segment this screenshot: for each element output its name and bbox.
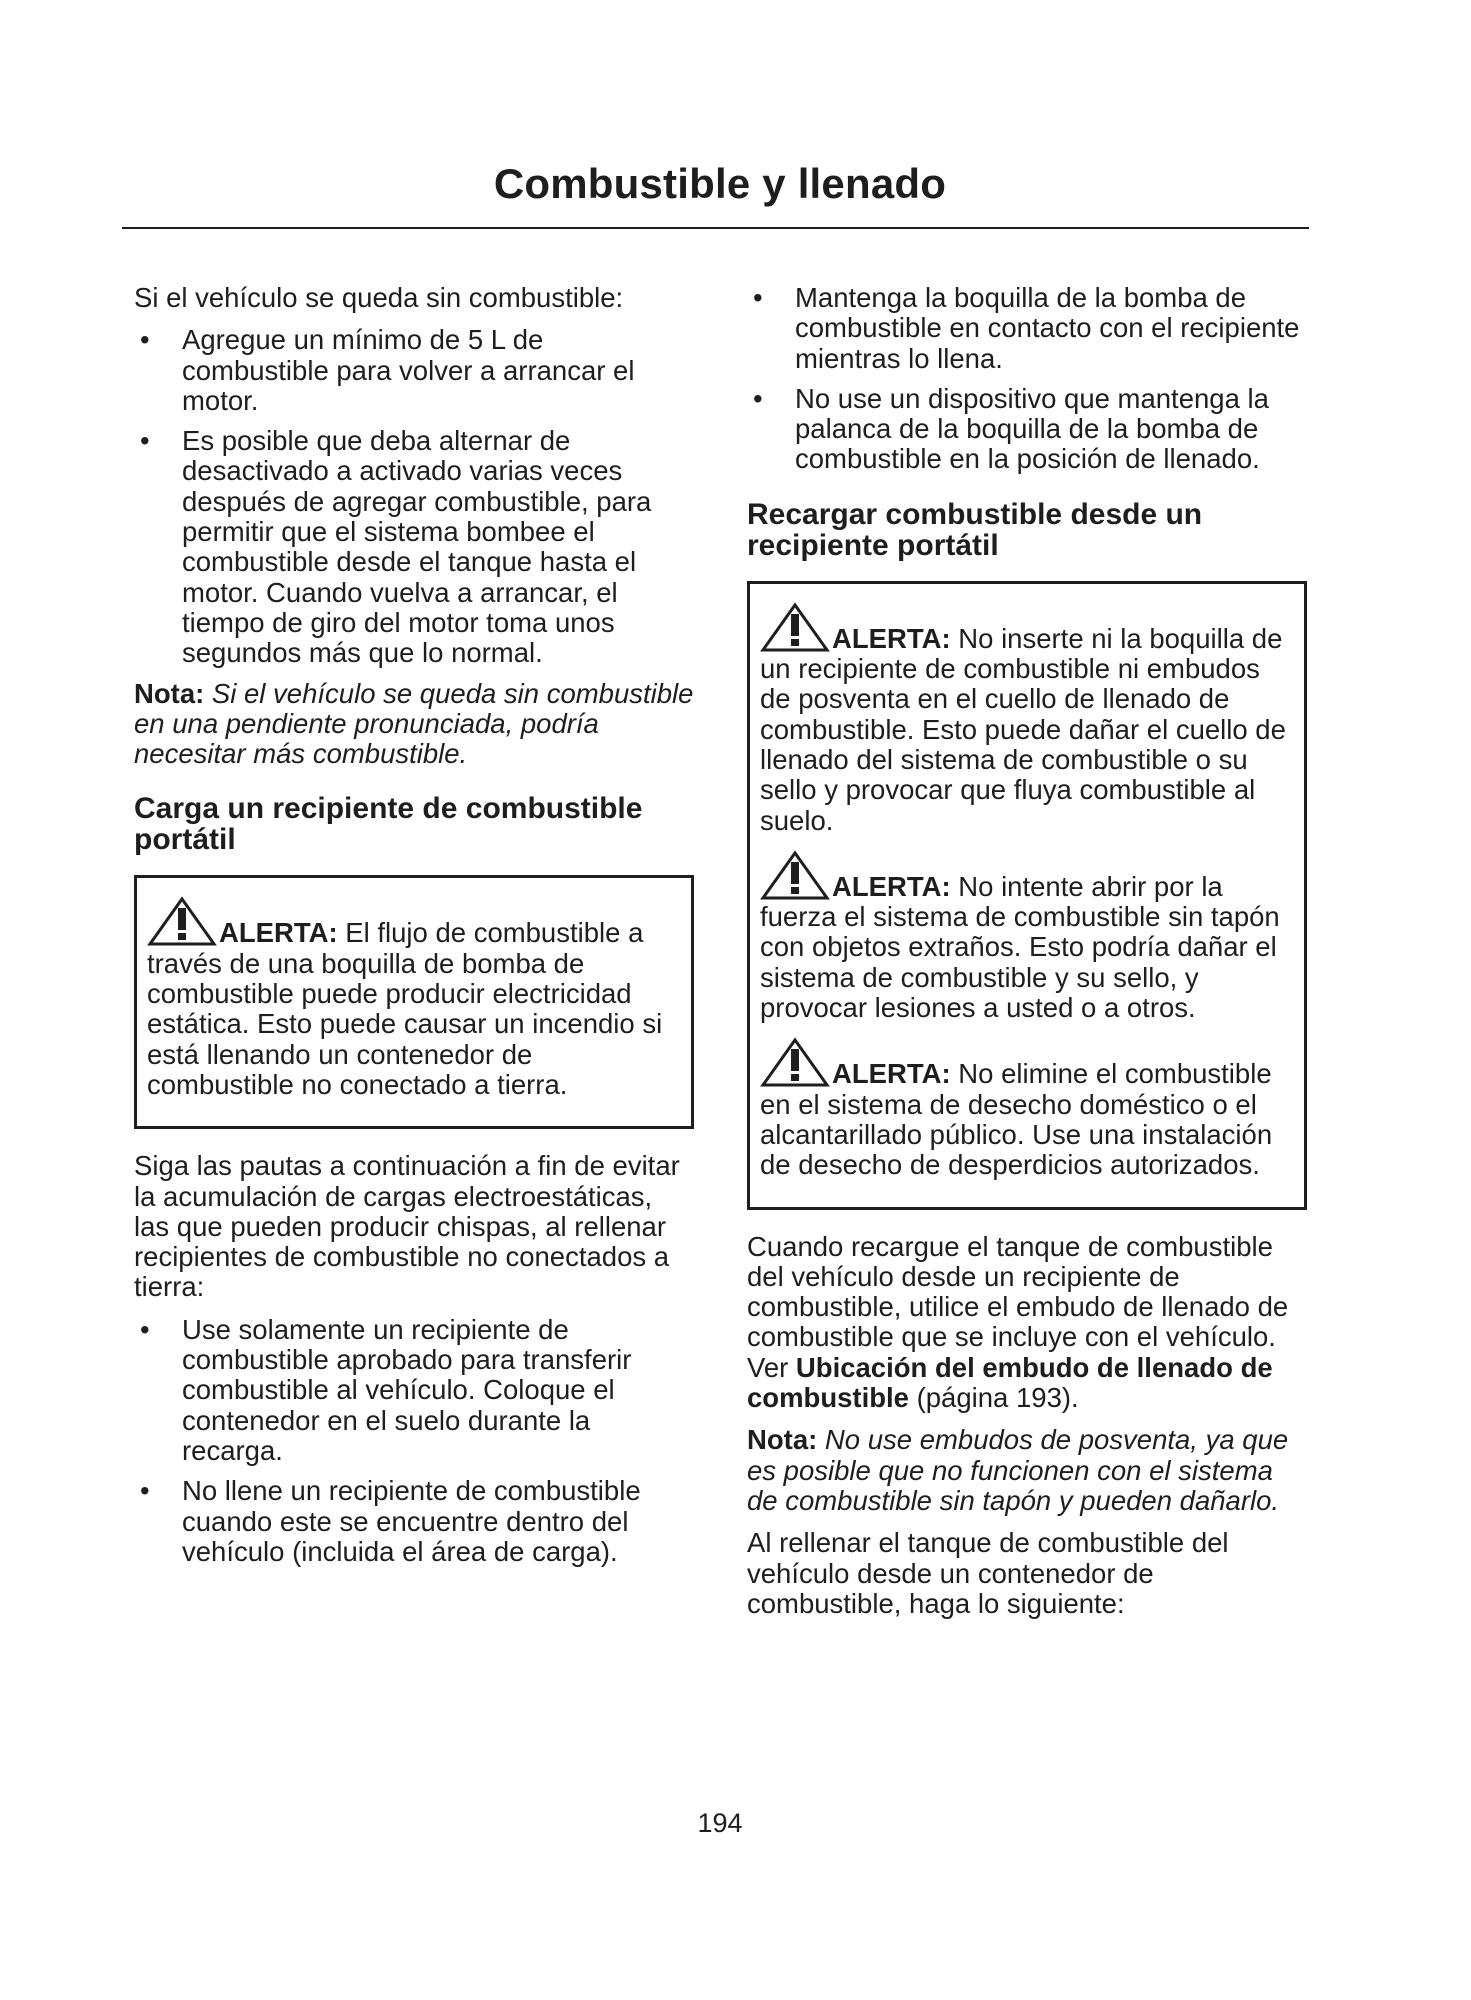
page-title: Combustible y llenado (493, 160, 947, 207)
bullet-icon: • (140, 324, 150, 356)
bullet-icon: • (140, 1475, 150, 1507)
alert-label: ALERTA: (219, 917, 338, 949)
refill-text: Cuando recargue el tanque de combustible del vehículo desde un recipiente de combustible, utilice el embudo de llenado de combustible que se incluye con el vehículo. Ver Ubicación del embudo de llenado de combustible (página 193). (747, 1230, 1289, 1414)
guidelines-text: Siga las pautas a continuación a fin de evitar la acumulación de cargas electroestáticas, las que pueden producir chispas, al rellenar recipientes de combustible no conectados a tierra: (134, 1150, 680, 1303)
list-item: • No llene un recipiente de combustible cuando este se encuentre dentro del vehículo (incluida el área de carga). (140, 1475, 641, 1567)
right-column (747, 283, 1307, 1631)
note-text: No use embudos de posventa, ya que es posible que no funcionen con el sistema de combustible sin tapón y pueden dañarlo. (747, 1424, 1289, 1516)
alert-text: No inserte ni la boquilla de un recipiente de combustible ni embudos de posventa en el cuello de llenado de combustible. Esto puede dañar el cuello de llenado del sistema de combustible o su sello y provocar que fluya combustible al suelo. (760, 622, 1286, 836)
right-note (747, 1425, 1307, 1516)
bullet-icon: • (140, 425, 150, 457)
warning-icon (760, 1037, 830, 1087)
section-heading-carga: Carga un recipiente de combustible portátil (134, 792, 643, 857)
alert-text: No intente abrir por la fuerza el sistema de combustible sin tapón con objetos extraños. Esto podría dañar el sistema de combustible y su sello, y provocar lesiones a usted o a otros. (760, 870, 1280, 1024)
warning-icon (147, 896, 217, 946)
left-bullet-list-1 (134, 325, 694, 668)
note-label: Nota: (747, 1424, 818, 1456)
left-intro: Si el vehículo se queda sin combustible: (134, 282, 624, 313)
page-reference: (página 193). (916, 1382, 1079, 1414)
left-column (134, 283, 694, 1577)
title-divider (122, 227, 1309, 229)
list-item: • Agregue un mínimo de 5 L de combustible para volver a arrancar el motor. (140, 324, 635, 416)
alert-label: ALERTA: (832, 870, 951, 902)
bullet-icon: • (140, 1313, 150, 1345)
page-number: 194 (697, 1808, 743, 1838)
alert (760, 850, 1294, 1023)
bullet-icon: • (753, 282, 763, 313)
alert-box (134, 875, 694, 1129)
warning-icon (760, 850, 830, 900)
alert-label: ALERTA: (832, 1058, 951, 1090)
warning-icon (760, 602, 830, 652)
alert-label: ALERTA: (832, 622, 951, 654)
right-bullet-list (747, 283, 1307, 475)
final-text: Al rellenar el tanque de combustible del vehículo desde un contenedor de combustible, haga lo siguiente: (747, 1527, 1229, 1619)
alert-box (747, 581, 1307, 1210)
alert-text: No elimine el combustible en el sistema de desecho doméstico o el alcantarillado público. Use una instalación de desecho de desperdicios autorizados. (760, 1058, 1273, 1181)
note-label: Nota: (134, 677, 205, 709)
list-item: • No use un dispositivo que mantenga la palanca de la boquilla de la bomba de combustible en la posición de llenado. (753, 382, 1269, 475)
list-item: • Es posible que deba alternar de desactivado a activado varias veces después de agregar combustible, para permitir que el sistema bombee el combustible desde el tanque hasta el motor. Cuando vuelva a arrancar, el tiempo de giro del motor toma unos segundos más que lo normal. (140, 425, 652, 669)
alert-text: El flujo de combustible a través de una boquilla de bomba de combustible puede producir electricidad estática. Esto puede causar un incendio si está llenando un contenedor de combustible no conectado a tierra. (147, 917, 663, 1100)
left-note (134, 679, 694, 770)
list-item: • Use solamente un recipiente de combustible aprobado para transferir combustible al vehículo. Coloque el contenedor en el suelo durante la recarga. (140, 1313, 632, 1466)
cross-reference-link[interactable]: Ubicación del embudo de llenado de combustible (747, 1351, 1273, 1414)
note-text: Si el vehículo se queda sin combustible en una pendiente pronunciada, podría necesitar más combustible. (134, 677, 694, 770)
left-bullet-list-2 (134, 1315, 694, 1567)
list-item: • Mantenga la boquilla de la bomba de combustible en contacto con el recipiente mientras lo llena. (753, 282, 1300, 374)
bullet-icon: • (753, 382, 763, 414)
alert (760, 1037, 1294, 1180)
alert (147, 896, 681, 1100)
section-heading-recargar: Recargar combustible desde un recipiente portátil (747, 497, 1203, 562)
alert (760, 602, 1294, 836)
